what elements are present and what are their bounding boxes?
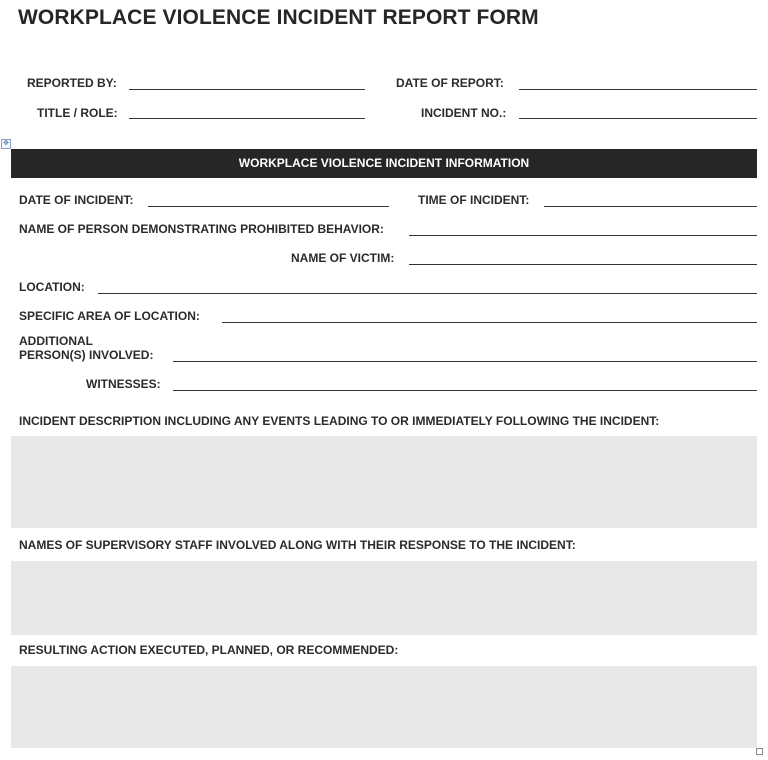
time-of-incident-field[interactable] [544,206,757,207]
title-role-label: TITLE / ROLE: [37,106,118,120]
section-header: WORKPLACE VIOLENCE INCIDENT INFORMATION [11,149,757,178]
name-of-victim-label: NAME OF VICTIM: [291,251,395,265]
page-title: WORKPLACE VIOLENCE INCIDENT REPORT FORM [18,6,539,29]
resize-handle-icon[interactable] [756,748,763,755]
resulting-action-label: RESULTING ACTION EXECUTED, PLANNED, OR RECOMMENDED: [19,643,399,657]
date-of-incident-field[interactable] [148,206,389,207]
incident-description-label: INCIDENT DESCRIPTION INCLUDING ANY EVENTS LEADING TO OR IMMEDIATELY FOLLOWING THE INCIDENT: [19,414,660,428]
resulting-action-area[interactable] [11,666,757,748]
reported-by-field[interactable] [129,89,365,90]
additional-label-line2: PERSON(S) INVOLVED: [19,348,154,362]
witnesses-label: WITNESSES: [86,377,161,391]
specific-area-field[interactable] [222,322,757,323]
specific-area-label: SPECIFIC AREA OF LOCATION: [19,309,200,323]
witnesses-field[interactable] [173,390,757,391]
title-role-field[interactable] [129,118,365,119]
time-of-incident-label: TIME OF INCIDENT: [418,193,530,207]
date-of-incident-label: DATE OF INCIDENT: [19,193,134,207]
additional-persons-field[interactable] [173,361,757,362]
name-of-victim-field[interactable] [409,264,757,265]
supervisory-staff-area[interactable] [11,561,757,635]
reported-by-label: REPORTED BY: [27,76,117,90]
location-field[interactable] [98,293,757,294]
supervisory-staff-label: NAMES OF SUPERVISORY STAFF INVOLVED ALONG WITH THEIR RESPONSE TO THE INCIDENT: [19,538,576,552]
prohibited-behavior-label: NAME OF PERSON DEMONSTRATING PROHIBITED BEHAVIOR: [19,222,384,236]
incident-no-label: INCIDENT NO.: [421,106,507,120]
incident-no-field[interactable] [519,118,757,119]
additional-label-line1: ADDITIONAL [19,334,93,348]
date-of-report-field[interactable] [519,89,757,90]
date-of-report-label: DATE OF REPORT: [396,76,504,90]
incident-description-area[interactable] [11,436,757,528]
prohibited-behavior-field[interactable] [409,235,757,236]
location-label: LOCATION: [19,280,85,294]
move-icon[interactable]: ✥ [1,139,11,149]
